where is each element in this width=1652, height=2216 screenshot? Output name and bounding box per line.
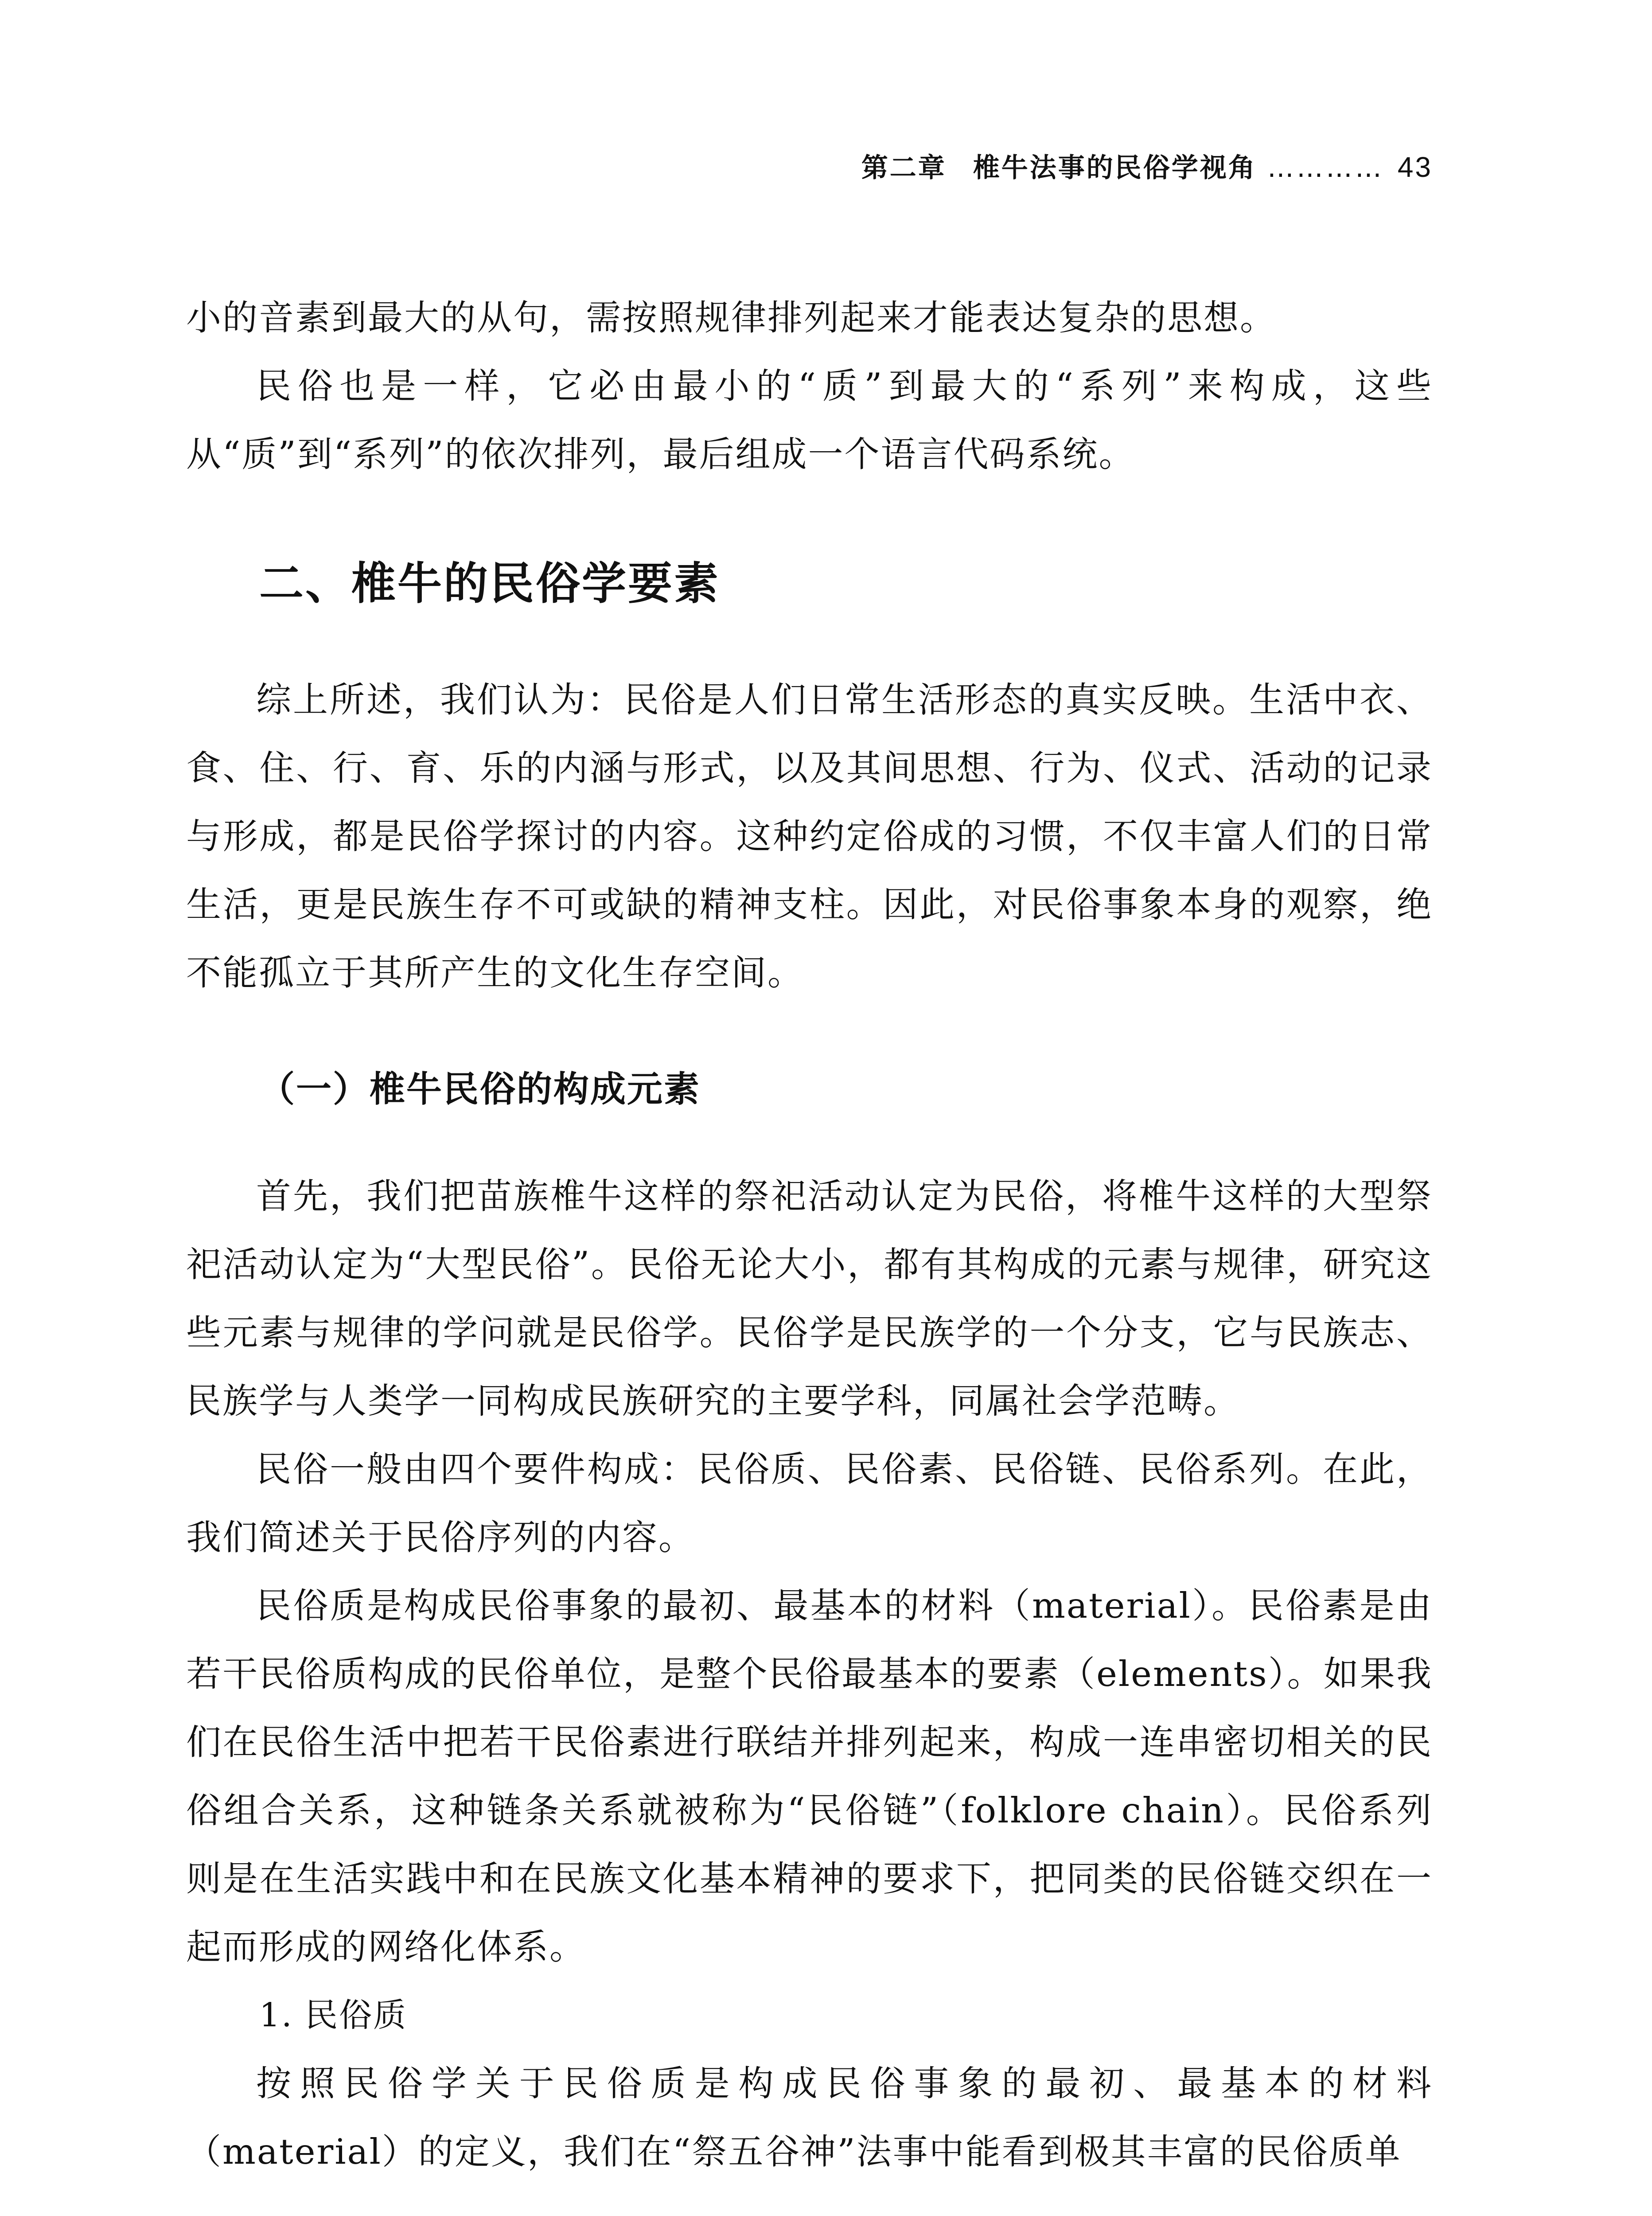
chapter-label: 第二章 bbox=[861, 152, 947, 183]
leader-dots: ………… bbox=[1267, 152, 1384, 183]
paragraph-folklore-sequence: 民俗也是一样，它必由最小的“质”到最大的“系列”来构成，这些从“质”到“系列”的依次排列，最后组成一个语言代码系统。 bbox=[186, 366, 1433, 475]
paragraph-material: 按照民俗学关于民俗质是构成民俗事象的最初、最基本的材料（material）的定义，我们在“祭五谷神”法事中能看到极其丰富的民俗质单 bbox=[186, 2063, 1433, 2172]
chapter-title: 椎牛法事的民俗学视角 bbox=[973, 152, 1257, 183]
paragraph-definitions: 民俗质是构成民俗事象的最初、最基本的材料（material）。民俗素是由若干民俗质构成的民俗单位，是整个民俗最基本的要素（elements）。如果我们在民俗生活中把若干民俗素进行联结并排列起来，构成一连串密切相关的民俗组合关系，这种链条关系就被称为“民俗链”（folklore chain）。民俗系列则是在生活实践中和在民族文化基本精神的要求下，把同类的民俗链交织在一起而形成的网络化体系。 bbox=[186, 1585, 1433, 1967]
page-number: 43 bbox=[1397, 151, 1433, 183]
body-text bbox=[186, 284, 1433, 2186]
paragraph-summary: 综上所述，我们认为：民俗是人们日常生活形态的真实反映。生活中衣、食、住、行、育、乐的内涵与形式，以及其间思想、行为、仪式、活动的记录与形成，都是民俗学探讨的内容。这种约定俗成的习惯，不仅丰富人们的日常生活，更是民族生存不可或缺的精神支柱。因此，对民俗事象本身的观察，绝不能孤立于其所产生的文化生存空间。 bbox=[186, 679, 1433, 993]
subsection-heading: （一）椎牛民俗的构成元素 bbox=[259, 1068, 701, 1110]
item-heading: 1. 民俗质 bbox=[259, 1996, 408, 2034]
running-header bbox=[186, 143, 1433, 191]
paragraph-continuation: 小的音素到最大的从句，需按照规律排列起来才能表达复杂的思想。 bbox=[186, 297, 1276, 338]
section-heading: 二、椎牛的民俗学要素 bbox=[259, 558, 720, 609]
paragraph-first: 首先，我们把苗族椎牛这样的祭祀活动认定为民俗，将椎牛这样的大型祭祀活动认定为“大型民俗”。民俗无论大小，都有其构成的元素与规律，研究这些元素与规律的学问就是民俗学。民俗学是民族学的一个分支，它与民族志、民族学与人类学一同构成民族研究的主要学科，同属社会学范畴。 bbox=[186, 1176, 1433, 1421]
paragraph-four-elements: 民俗一般由四个要件构成：民俗质、民俗素、民俗链、民俗系列。在此，我们简述关于民俗序列的内容。 bbox=[186, 1449, 1433, 1558]
